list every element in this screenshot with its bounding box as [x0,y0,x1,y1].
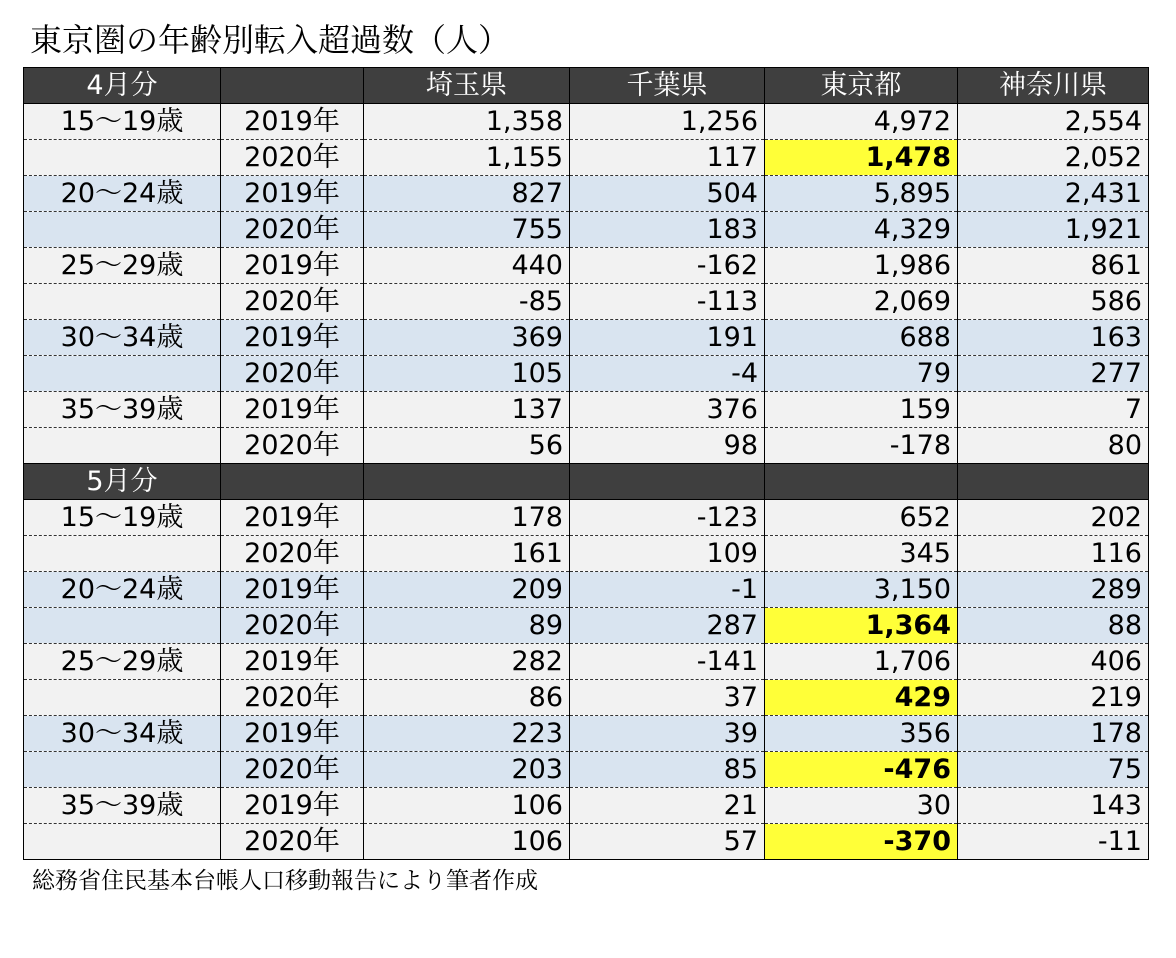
value-cell: 191 [570,320,765,356]
value-cell: 861 [958,248,1149,284]
value-cell: 3,150 [765,572,958,608]
value-cell: 88 [958,608,1149,644]
value-cell: 98 [570,428,765,464]
year-cell: 2019年 [221,248,364,284]
table-row [24,536,1149,572]
year-cell: 2020年 [221,284,364,320]
value-cell: -1 [570,572,765,608]
year-cell: 2019年 [221,392,364,428]
column-header [958,464,1149,500]
age-group-cell [24,608,221,644]
value-cell: 4,972 [765,104,958,140]
value-cell: 80 [958,428,1149,464]
value-cell: -85 [364,284,570,320]
age-group-cell [24,536,221,572]
value-cell: 5,895 [765,176,958,212]
age-group-cell [24,284,221,320]
table-row [24,248,1149,284]
value-cell: -123 [570,500,765,536]
table-row [24,572,1149,608]
age-group-cell: 15〜19歳 [24,500,221,536]
table-row [24,212,1149,248]
section-label: 4月分 [24,68,221,104]
age-group-cell: 25〜29歳 [24,248,221,284]
value-cell: 183 [570,212,765,248]
value-cell: 652 [765,500,958,536]
value-cell: 2,431 [958,176,1149,212]
value-cell: -476 [765,752,958,788]
value-cell: 75 [958,752,1149,788]
value-cell: 86 [364,680,570,716]
table-row [24,608,1149,644]
value-cell: 178 [364,500,570,536]
value-cell: 1,706 [765,644,958,680]
value-cell: 137 [364,392,570,428]
age-group-cell [24,212,221,248]
header-blank-cell [221,464,364,500]
year-cell: 2020年 [221,536,364,572]
year-cell: 2019年 [221,500,364,536]
value-cell: 56 [364,428,570,464]
year-cell: 2019年 [221,644,364,680]
value-cell: 106 [364,788,570,824]
year-cell: 2019年 [221,716,364,752]
value-cell: 406 [958,644,1149,680]
year-cell: 2019年 [221,104,364,140]
table-row [24,104,1149,140]
age-group-cell [24,752,221,788]
year-cell: 2020年 [221,140,364,176]
value-cell: 586 [958,284,1149,320]
value-cell: -370 [765,824,958,860]
year-cell: 2020年 [221,680,364,716]
value-cell: 287 [570,608,765,644]
value-cell: 827 [364,176,570,212]
value-cell: 39 [570,716,765,752]
year-cell: 2019年 [221,788,364,824]
value-cell: 1,921 [958,212,1149,248]
age-group-cell: 20〜24歳 [24,572,221,608]
value-cell: 2,052 [958,140,1149,176]
section-label: 5月分 [24,464,221,500]
age-group-cell [24,824,221,860]
value-cell: 89 [364,608,570,644]
value-cell: 7 [958,392,1149,428]
value-cell: 369 [364,320,570,356]
value-cell: 105 [364,356,570,392]
value-cell: 1,986 [765,248,958,284]
value-cell: 1,155 [364,140,570,176]
table-row [24,356,1149,392]
column-header: 東京都 [765,68,958,104]
value-cell: 202 [958,500,1149,536]
value-cell: 178 [958,716,1149,752]
year-cell: 2020年 [221,608,364,644]
value-cell: 345 [765,536,958,572]
table-row [24,680,1149,716]
value-cell: -113 [570,284,765,320]
age-group-cell [24,356,221,392]
age-group-cell: 30〜34歳 [24,716,221,752]
value-cell: 277 [958,356,1149,392]
value-cell: 109 [570,536,765,572]
table-row [24,140,1149,176]
value-cell: -162 [570,248,765,284]
year-cell: 2020年 [221,356,364,392]
column-header: 千葉県 [570,68,765,104]
year-cell: 2020年 [221,212,364,248]
value-cell: -141 [570,644,765,680]
table-row [24,752,1149,788]
value-cell: 356 [765,716,958,752]
age-group-cell: 20〜24歳 [24,176,221,212]
value-cell: 106 [364,824,570,860]
value-cell: 57 [570,824,765,860]
value-cell: -4 [570,356,765,392]
table-row [24,788,1149,824]
age-group-cell: 35〜39歳 [24,788,221,824]
table-row [24,716,1149,752]
table-row [24,824,1149,860]
page-title: 東京圏の年齢別転入超過数（人） [30,21,511,59]
value-cell: 85 [570,752,765,788]
value-cell: 282 [364,644,570,680]
table-row [24,320,1149,356]
value-cell: 688 [765,320,958,356]
column-header [570,464,765,500]
age-group-cell: 25〜29歳 [24,644,221,680]
table-row [24,500,1149,536]
value-cell: 209 [364,572,570,608]
value-cell: 116 [958,536,1149,572]
age-group-cell: 15〜19歳 [24,104,221,140]
value-cell: 1,256 [570,104,765,140]
column-header [364,464,570,500]
value-cell: 1,364 [765,608,958,644]
value-cell: 223 [364,716,570,752]
year-cell: 2019年 [221,572,364,608]
value-cell: 163 [958,320,1149,356]
table-row [24,644,1149,680]
value-cell: 161 [364,536,570,572]
header-blank-cell [221,68,364,104]
age-group-cell: 35〜39歳 [24,392,221,428]
value-cell: 21 [570,788,765,824]
year-cell: 2020年 [221,428,364,464]
table-row [24,284,1149,320]
section-header-row [24,464,1149,500]
year-cell: 2019年 [221,176,364,212]
value-cell: 440 [364,248,570,284]
section-header-row [24,68,1149,104]
table-row [24,428,1149,464]
value-cell: 2,554 [958,104,1149,140]
table-row [24,392,1149,428]
value-cell: 37 [570,680,765,716]
value-cell: 219 [958,680,1149,716]
year-cell: 2020年 [221,752,364,788]
migration-table [23,67,1149,860]
value-cell: 429 [765,680,958,716]
column-header [765,464,958,500]
value-cell: 289 [958,572,1149,608]
value-cell: 159 [765,392,958,428]
value-cell: 79 [765,356,958,392]
value-cell: 203 [364,752,570,788]
age-group-cell [24,140,221,176]
value-cell: 1,478 [765,140,958,176]
value-cell: -178 [765,428,958,464]
value-cell: 755 [364,212,570,248]
column-header: 埼玉県 [364,68,570,104]
value-cell: 2,069 [765,284,958,320]
year-cell: 2020年 [221,824,364,860]
column-header: 神奈川県 [958,68,1149,104]
value-cell: 1,358 [364,104,570,140]
age-group-cell: 30〜34歳 [24,320,221,356]
value-cell: 4,329 [765,212,958,248]
source-note: 総務省住民基本台帳人口移動報告により筆者作成 [32,868,538,894]
value-cell: 376 [570,392,765,428]
value-cell: 143 [958,788,1149,824]
value-cell: 117 [570,140,765,176]
value-cell: 30 [765,788,958,824]
age-group-cell [24,680,221,716]
year-cell: 2019年 [221,320,364,356]
value-cell: 504 [570,176,765,212]
age-group-cell [24,428,221,464]
value-cell: -11 [958,824,1149,860]
table-row [24,176,1149,212]
